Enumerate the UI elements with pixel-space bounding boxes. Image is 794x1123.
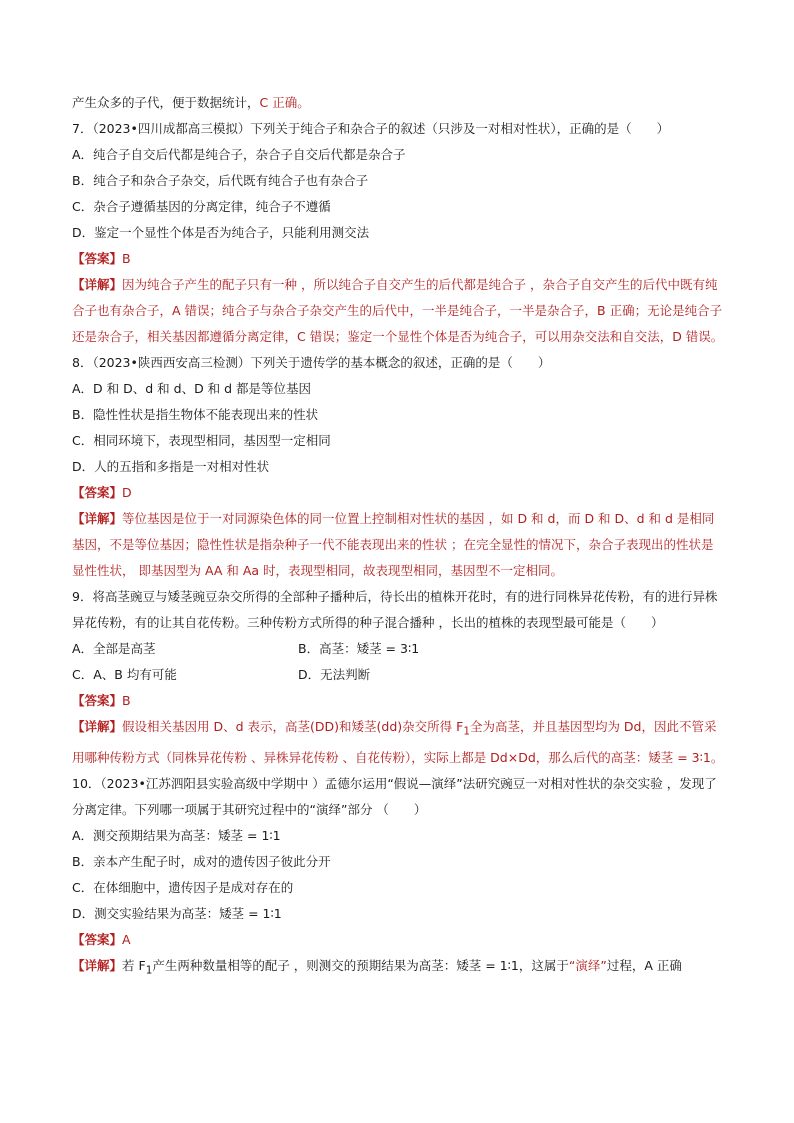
q8-option-a: A．D 和 D、d 和 d、D 和 d 都是等位基因	[72, 381, 312, 396]
q7-detail-tag: 【详解】	[72, 277, 123, 292]
q10-detail-tag: 【详解】	[72, 957, 123, 973]
q9-detail-text-b: 全为高茎，并且基因型均为 Dd，因此不管采用哪种传粉方式（同株异花传粉 、异株异花传粉 、自花传粉），实际上都是 Dd×Dd，那么后代的高茎：矮茎 = 3∶1。	[72, 719, 724, 765]
q8-answer	[72, 480, 724, 506]
q10-option-b: B．亲本产生配子时，成对的遗传因子彼此分开	[72, 853, 331, 869]
q8-detail-text: 等位基因是位于一对同源染色体的同一位置上控制相对性状的基因 ，如 D 和 d，而 D 和 D、d 和 d 是相同基因，不是等位基因；隐性性状是指杂种子一代不能表现出来的性状 ；在完全显性的情况下，杂合子表现出的性状是显性性状， 即基因型为 AA 和 Aa 时，表现型相同，故表现型相同，基因型不一定相同。	[72, 511, 715, 578]
q8-option-d: D．人的五指和多指是一对相对性状	[72, 459, 270, 474]
q7-answer-value: B	[122, 251, 131, 266]
q8-answer-tag: 【答案】	[72, 485, 123, 500]
q10-stem: 10．（2023•江苏泗阳县实验高级中学期中 ）孟德尔运用“假说—演绎”法研究豌豆一对相对性状的杂交实验 ，发现了分离定律。下列哪一项属于其研究过程中的“演绎”部分 （ ）	[72, 775, 717, 817]
q7-option-b: B．纯合子和杂合子杂交，后代既有纯合子也有杂合子	[72, 173, 369, 188]
q10-option-a: A．测交预期结果为高茎：矮茎 = 1∶1	[72, 827, 281, 843]
q9-answer-tag: 【答案】	[72, 693, 123, 708]
q9-option-a: A．全部是高茎	[72, 641, 156, 656]
q10-answer-tag: 【答案】	[72, 931, 123, 947]
q10-answer-value: A	[122, 931, 131, 947]
q7-option-c: C．杂合子遵循基因的分离定律，纯合子不遵循	[72, 199, 331, 214]
q10-detail	[72, 953, 724, 984]
q10-detail-text-a: 若 F	[122, 957, 146, 973]
q9-answer	[72, 688, 724, 714]
q10-option-d: D．测交实验结果为高茎：矮茎 = 1∶1	[72, 905, 282, 921]
q9-options-row-1	[72, 636, 724, 662]
intro-line	[72, 90, 724, 116]
q7-answer	[72, 246, 724, 272]
q8-answer-value: D	[122, 485, 132, 500]
q10-detail-highlight: “演绎”	[568, 957, 607, 973]
q9-option-d: D．无法判断	[298, 667, 371, 682]
q8-detail-tag: 【详解】	[72, 511, 123, 526]
q9-detail	[72, 714, 724, 771]
q7-answer-tag: 【答案】	[72, 251, 123, 266]
q9-option-b: B．高茎：矮茎 = 3∶1	[298, 641, 420, 656]
q10-option-c: C．在体细胞中，遗传因子是成对存在的	[72, 879, 294, 895]
q8-detail	[72, 506, 724, 584]
q9-detail-tag: 【详解】	[72, 719, 123, 734]
intro-text: 产生众多的子代，便于数据统计，	[72, 95, 260, 110]
q10-detail-text-c: 过程，A 正确	[606, 957, 682, 973]
q7-detail	[72, 272, 724, 350]
q7-option-d: D．鉴定一个显性个体是否为纯合子，只能利用测交法	[72, 225, 370, 240]
q9-option-c: C．A、B 均有可能	[72, 667, 177, 682]
q9-options-row-2	[72, 662, 724, 688]
q8-option-b: B．隐性性状是指生物体不能表现出来的性状	[72, 407, 319, 422]
q9-stem: 9．将高茎豌豆与矮茎豌豆杂交所得的全部种子播种后，待长出的植株开花时，有的进行同株异花传粉，有的进行异株异花传粉，有的让其自花传粉。三种传粉方式所得的种子混合播种 ，长出的植株的表现型最可能是（ ）	[72, 589, 718, 630]
q10-detail-text-b: 产生两种数量相等的配子 ，则测交的预期结果为高茎：矮茎 = 1∶1，这属于	[152, 957, 569, 973]
q10-answer	[72, 927, 724, 953]
q9-detail-subscript: 1	[463, 725, 470, 738]
q7-option-a: A．纯合子自交后代都是纯合子，杂合子自交后代都是杂合子	[72, 147, 406, 162]
q10-detail-subscript: 1	[145, 964, 153, 976]
q8-option-c: C．相同环境下，表现型相同，基因型一定相同	[72, 433, 331, 448]
q7-detail-text: 因为纯合子产生的配子只有一种 ，所以纯合子自交产生的后代都是纯合子 ，杂合子自交产生的后代中既有纯合子也有杂合子，A 错误；纯合子与杂合子杂交产生的后代中，一半是纯合子，一半是杂合子，B 正确；无论是纯合子还是杂合子，相关基因都遵循分离定律，C 错误；鉴定一个显性个体是否为纯合子，可以用杂交法和自交法，D 错误。	[72, 277, 724, 344]
q8-stem: 8．（2023•陕西西安高三检测）下列关于遗传学的基本概念的叙述，正确的是（ ）	[72, 355, 551, 370]
q7-stem: 7．（2023•四川成都高三模拟）下列关于纯合子和杂合子的叙述（只涉及一对相对性状），正确的是（ ）	[72, 121, 670, 136]
document-content	[72, 90, 724, 983]
intro-conclusion: C 正确。	[259, 95, 310, 110]
q9-detail-text-a: 假设相关基因用 D、d 表示，高茎(DD)和矮茎(dd)杂交所得 F	[122, 719, 464, 734]
q9-answer-value: B	[122, 693, 131, 708]
